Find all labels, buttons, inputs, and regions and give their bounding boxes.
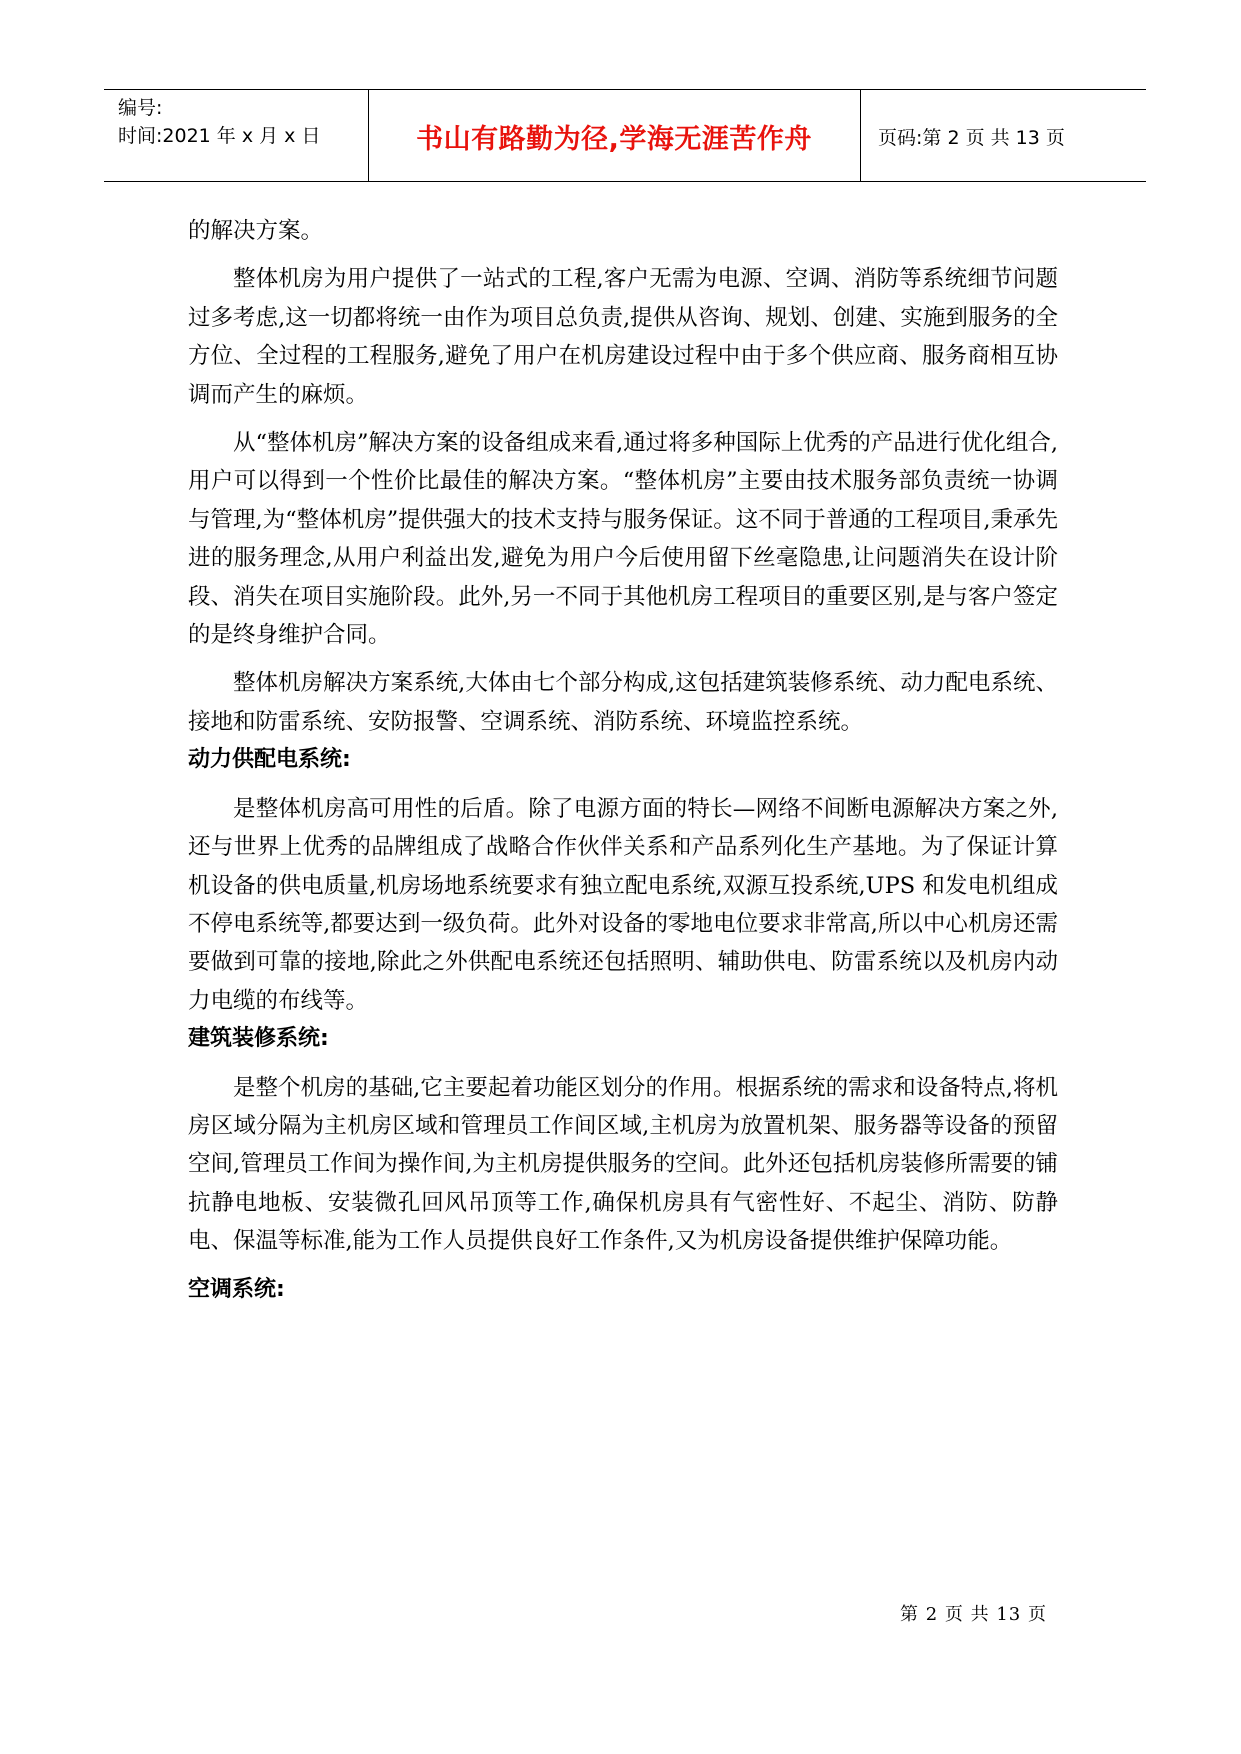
paragraph-continuation: 的解决方案。 xyxy=(188,218,324,244)
section-heading-power: 动力供配电系统: xyxy=(188,747,351,773)
paragraph-equipment: 从“整体机房”解决方案的设备组成来看,通过将多种国际上优秀的产品进行优化组合,用户可以得到一个性价比最佳的解决方案。“整体机房”主要由技术服务部负责统一协调与管理,为“整体机房”提供强大的技术支持与服务保证。这不同于普通的工程项目,秉承先进的服务理念,从用户利益出发,避免为用户今后使用留下丝毫隐患,让问题消失在设计阶段、消失在项目实施阶段。此外,另一不同于其他机房工程项目的重要区别,是与客户签定的是终身维护合同。 xyxy=(188,430,1058,649)
header-divider-right xyxy=(860,90,861,181)
section-heading-aircon: 空调系统: xyxy=(188,1276,285,1302)
header-page-number: 页码:第 2 页 共 13 页 xyxy=(878,127,1065,149)
document-body xyxy=(188,212,1058,1309)
serial-label: 编号: xyxy=(118,97,163,119)
page-footer: 第 2 页 共 13 页 xyxy=(900,1604,1047,1625)
paragraph-building: 是整个机房的基础,它主要起着功能区划分的作用。根据系统的需求和设备特点,将机房区域分隔为主机房区域和管理员工作间区域,主机房为放置机架、服务器等设备的预留空间,管理员工作间为操作间,为主机房提供服务的空间。此外还包括机房装修所需要的铺抗静电地板、安装微孔回风吊顶等工作,确保机房具有气密性好、不起尘、消防、防静电、保温等标准,能为工作人员提供良好工作条件,又为机房设备提供维护保障功能。 xyxy=(188,1074,1058,1255)
header-meta xyxy=(118,94,320,150)
page-header xyxy=(104,89,1146,182)
time-label: 时间:2021 年 x 月 x 日 xyxy=(118,125,321,147)
paragraph-one-stop: 整体机房为用户提供了一站式的工程,客户无需为电源、空调、消防等系统细节问题过多考虑,这一切都将统一由作为项目总负责,提供从咨询、规划、创建、实施到服务的全方位、全过程的工程服务,避免了用户在机房建设过程中由于多个供应商、服务商相互协调而产生的麻烦。 xyxy=(188,266,1058,408)
paragraph-seven-parts: 整体机房解决方案系统,大体由七个部分构成,这包括建筑装修系统、动力配电系统、接地和防雷系统、安防报警、空调系统、消防系统、环境监控系统。 xyxy=(188,670,1058,735)
paragraph-power: 是整体机房高可用性的后盾。除了电源方面的特长—网络不间断电源解决方案之外,还与世界上优秀的品牌组成了战略合作伙伴关系和产品系列化生产基地。为了保证计算机设备的供电质量,机房场地系统要求有独立配电系统,双源互投系统,UPS 和发电机组成不停电系统等,都要达到一级负荷。此外对设备的零地电位要求非常高,所以中心机房还需要做到可靠的接地,除此之外供配电系统还包括照明、辅助供电、防雷系统以及机房内动力电缆的布线等。 xyxy=(188,795,1058,1014)
section-heading-building: 建筑装修系统: xyxy=(188,1026,329,1052)
header-motto: 书山有路勤为径,学海无涯苦作舟 xyxy=(416,124,812,155)
